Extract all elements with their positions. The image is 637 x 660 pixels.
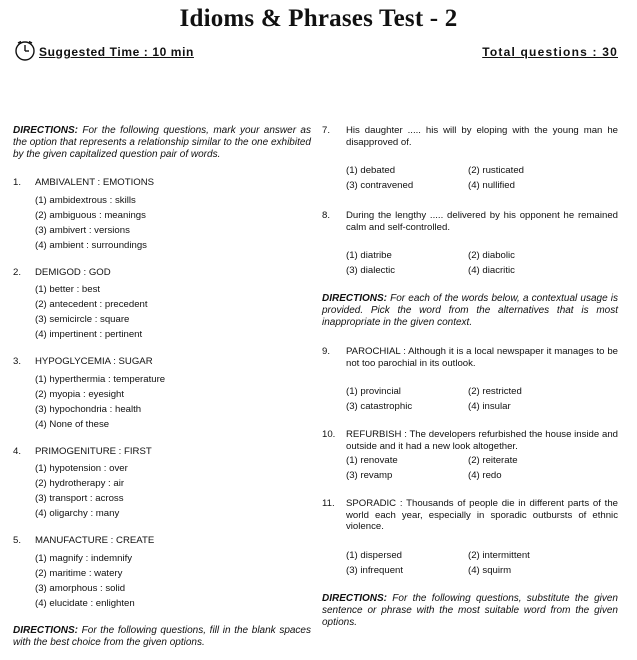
option[interactable]: (1) magnify : indemnify xyxy=(35,552,133,564)
option[interactable]: (4) nullified xyxy=(468,180,515,191)
option[interactable]: (2) myopia : eyesight xyxy=(35,388,125,400)
question-5: 5. MANUFACTURE : CREATE (1) magnify : indemnify (2) maritime : watery (3) amorphous : solid (4) elucidate : enlighten xyxy=(13,535,311,611)
option[interactable]: (2) reiterate xyxy=(468,455,518,466)
option[interactable]: (1) debated xyxy=(346,165,396,176)
option[interactable]: (1) hypotension : over xyxy=(35,463,128,474)
question-11: 11. SPORADIC : Thousands of people die in different parts of the world each year, especially in sporadic outbursts of ethnic violence. (1) dispersed (2) intermittent (3) infrequent (4) squirm xyxy=(322,498,618,576)
option[interactable]: (3) hypochondria : health xyxy=(35,403,142,415)
option[interactable]: (4) redo xyxy=(468,470,502,481)
question-2: 2. DEMIGOD : GOD (1) better : best (2) antecedent : precedent (3) semicircle : square (4) impertinent : pertinent xyxy=(13,267,311,343)
option[interactable]: (3) transport : across xyxy=(35,493,124,504)
question-8: 8. During the lengthy ..... delivered by his opponent he remained calm and self-controlled. (1) diatribe (2) diabolic (3) dialectic (4) diacritic xyxy=(322,210,618,276)
total-questions: Total questions : 30 xyxy=(482,45,618,59)
directions-3: DIRECTIONS: For each of the words below, a contextual usage is provided. Pick the word from the alternatives that is most inappropriate in the given context. xyxy=(322,293,618,328)
option[interactable]: (1) dispersed xyxy=(346,549,402,561)
question-4: 4. PRIMOGENITURE : FIRST (1) hypotension : over (2) hydrotherapy : air (3) transport : across (4) oligarchy : many xyxy=(13,446,311,522)
option[interactable]: (4) diacritic xyxy=(468,265,515,276)
right-column xyxy=(322,125,618,629)
option[interactable]: (2) antecedent : precedent xyxy=(35,299,148,310)
option[interactable]: (4) elucidate : enlighten xyxy=(35,597,135,609)
directions-2: DIRECTIONS: For the following questions, fill in the blank spaces with the best choice from the given options. xyxy=(13,624,311,648)
option[interactable]: (4) insular xyxy=(468,401,511,412)
question-7: 7. His daughter ..... his will by eloping with the young man he disapproved of. (1) debated (2) rusticated (3) contravened (4) nullified xyxy=(322,125,618,191)
option[interactable]: (1) provincial xyxy=(346,386,401,397)
option[interactable]: (1) renovate xyxy=(346,455,398,466)
option[interactable]: (2) diabolic xyxy=(468,250,515,261)
option[interactable]: (3) catastrophic xyxy=(346,401,413,412)
option[interactable]: (3) dialectic xyxy=(346,265,396,276)
option[interactable]: (4) squirm xyxy=(468,564,512,576)
option[interactable]: (3) semicircle : square xyxy=(35,314,130,325)
option[interactable]: (1) diatribe xyxy=(346,250,392,261)
option[interactable]: (1) better : best xyxy=(35,284,101,295)
option[interactable]: (4) None of these xyxy=(35,418,110,430)
option[interactable]: (2) intermittent xyxy=(468,549,530,561)
option[interactable]: (3) ambivert : versions xyxy=(35,224,130,236)
option[interactable]: (3) infrequent xyxy=(346,564,404,576)
option[interactable]: (4) impertinent : pertinent xyxy=(35,329,143,340)
question-3: 3. HYPOGLYCEMIA : SUGAR (1) hyperthermia : temperature (2) myopia : eyesight (3) hypochondria : health (4) None of these xyxy=(13,356,311,432)
suggested-time: Suggested Time : 10 min xyxy=(39,45,194,59)
directions-1: DIRECTIONS: For the following questions, mark your answer as the option that represents a relationship similar to the one exhibited by the given capitalized question pair of words. xyxy=(13,125,311,160)
directions-4: DIRECTIONS: For the following questions, substitute the given sentence or phrase with the most suitable word from the given options. xyxy=(322,592,618,628)
page-title: Idioms & Phrases Test - 2 xyxy=(179,5,458,32)
option[interactable]: (4) oligarchy : many xyxy=(35,508,120,519)
option[interactable]: (2) maritime : watery xyxy=(35,567,123,579)
question-10: 10. REFURBISH : The developers refurbished the house inside and outside and it had a new look altogether. (1) renovate (2) reiterate (3) revamp (4) redo xyxy=(322,429,618,481)
option[interactable]: (2) hydrotherapy : air xyxy=(35,478,125,489)
question-1: 1. AMBIVALENT : EMOTIONS (1) ambidextrous : skills (2) ambiguous : meanings (3) ambivert : versions (4) ambient : surroundings xyxy=(13,177,311,253)
option[interactable]: (2) ambiguous : meanings xyxy=(35,209,146,221)
option[interactable]: (2) restricted xyxy=(468,386,522,397)
option[interactable]: (2) rusticated xyxy=(468,165,524,176)
option[interactable]: (4) ambient : surroundings xyxy=(35,239,147,251)
option[interactable]: (1) ambidextrous : skills xyxy=(35,194,136,206)
test-meta xyxy=(14,38,618,66)
option[interactable]: (3) contravened xyxy=(346,180,414,191)
question-9: 9. PAROCHIAL : Although it is a local newspaper it manages to be not too parochial in its outlook. (1) provincial (2) restricted (3) catastrophic (4) insular xyxy=(322,346,618,412)
option[interactable]: (3) revamp xyxy=(346,470,393,481)
option[interactable]: (3) amorphous : solid xyxy=(35,582,126,594)
clock-icon xyxy=(14,40,36,62)
left-column xyxy=(13,125,311,649)
option[interactable]: (1) hyperthermia : temperature xyxy=(35,373,166,385)
